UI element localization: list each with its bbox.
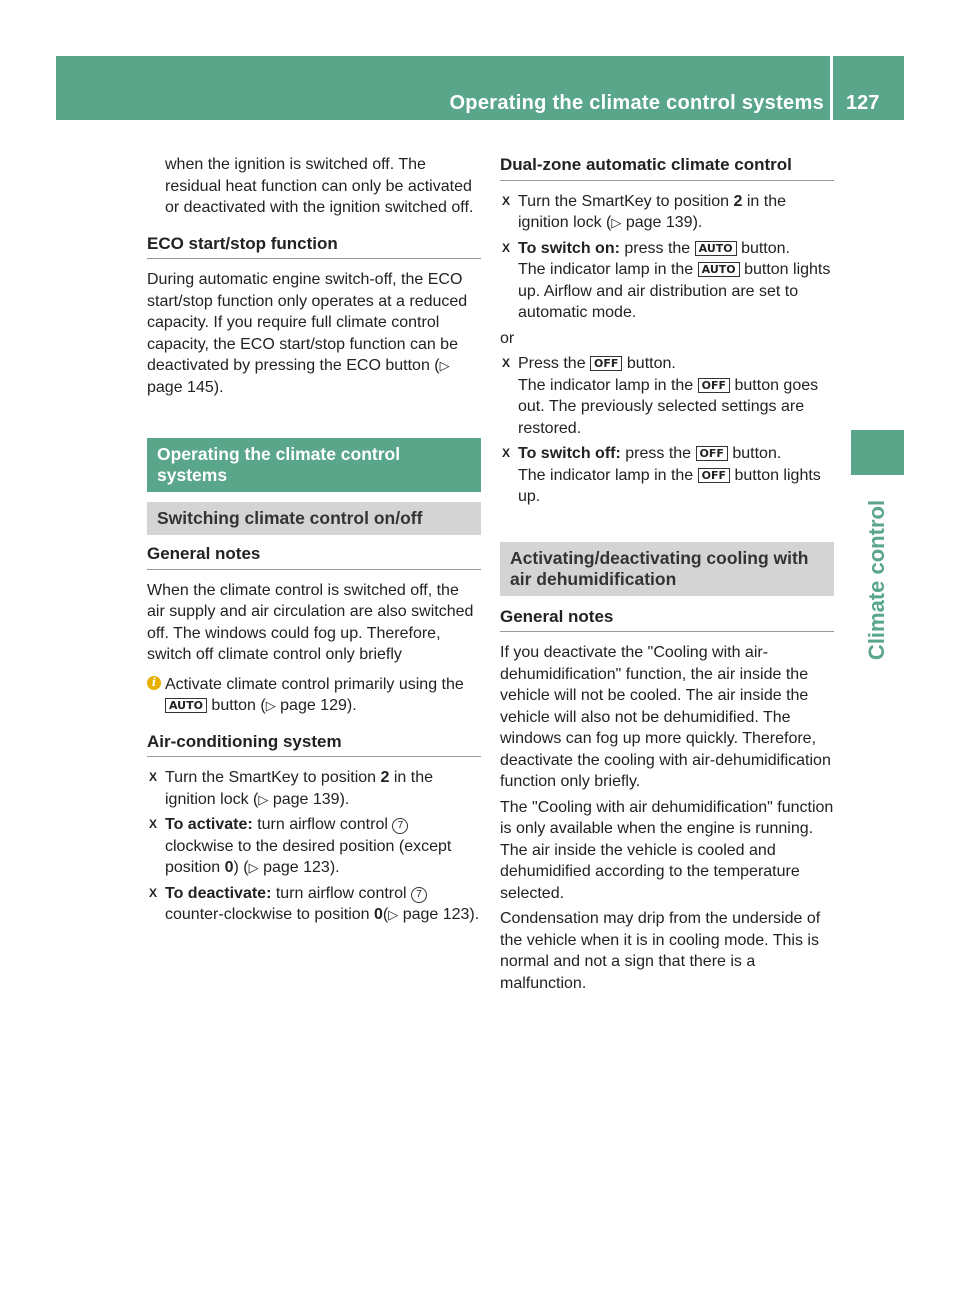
list-item: X To switch off: press the OFF button. The indicator lamp in the OFF button lights up. <box>502 445 821 505</box>
list-item: X Press the OFF button. The indicator lamp in the OFF button goes out. The previously selected settings are restored. <box>502 355 819 437</box>
subsection-heading: Switching climate control on/off <box>147 502 481 535</box>
general-notes-paragraph: When the climate control is switched off, the air supply and air circulation are also switched off. The windows could fog up. Therefore, switch off climate control only briefly <box>147 581 474 663</box>
ref-arrow-icon: ▷ <box>248 860 259 875</box>
page-reference[interactable]: page 139 <box>625 214 693 231</box>
auto-key-icon: AUTO <box>165 698 207 713</box>
general-notes-heading: General notes <box>500 606 834 633</box>
auto-key-icon: AUTO <box>695 241 737 256</box>
right-column <box>500 154 834 998</box>
bullet-icon: X <box>149 770 158 784</box>
page-reference[interactable]: page 145 <box>147 378 214 396</box>
page-reference[interactable]: page 123 <box>402 906 470 923</box>
off-key-icon: OFF <box>698 378 730 393</box>
page-number: 127 <box>846 92 880 114</box>
info-icon: i <box>147 676 161 690</box>
bullet-icon: X <box>502 193 511 208</box>
left-column <box>147 154 481 930</box>
ref-arrow-icon: ▷ <box>439 358 450 373</box>
list-item: X Turn the SmartKey to position 2 in the ignition lock (▷ page 139). <box>149 769 434 808</box>
callout-number: 7 <box>411 887 427 903</box>
cooling-heading: Activating/deactivating cooling with air dehumidification <box>500 542 834 596</box>
page-reference[interactable]: page 123 <box>263 859 330 876</box>
eco-heading: ECO start/stop function <box>147 233 481 260</box>
off-key-icon: OFF <box>698 468 730 483</box>
cooling-paragraph-1: If you deactivate the "Cooling with air-dehumidification" function, the air inside the vehicle will not be cooled. The air inside the vehicle will also not be dehumidified. The windows can fog up more quickly. Therefore, deactivate the cooling with air-dehumidification function only briefly. <box>500 644 831 790</box>
cooling-paragraph-2: The "Cooling with air dehumidification" function is only available when the engine is running. The air inside the vehicle is cooled and dehumidified according to the temperature selected. <box>500 798 834 902</box>
section-heading: Operating the climate control systems <box>147 438 481 492</box>
list-item: X To activate: turn airflow control 7 clockwise to the desired position (except position 0) (▷ page 123). <box>149 816 452 876</box>
callout-number: 7 <box>392 818 408 834</box>
ref-arrow-icon: ▷ <box>265 698 276 713</box>
page-reference[interactable]: page 129 <box>280 697 347 714</box>
off-key-icon: OFF <box>696 446 728 461</box>
header-separator <box>830 56 833 120</box>
intro-paragraph: when the ignition is switched off. The residual heat function can only be activated or deactivated with the ignition switched off. <box>165 156 474 216</box>
ref-arrow-icon: ▷ <box>611 215 622 230</box>
dual-zone-heading: Dual-zone automatic climate control <box>500 154 834 181</box>
bullet-icon: X <box>149 817 158 831</box>
list-item: X Turn the SmartKey to position 2 in the ignition lock (▷ page 139). <box>502 192 787 231</box>
chapter-label: Climate control <box>864 499 889 661</box>
cooling-paragraph-3: Condensation may drip from the underside of the vehicle when it is in cooling mode. This is normal and not a sign that there is a malfunction. <box>500 910 821 992</box>
ac-heading: Air-conditioning system <box>147 731 481 758</box>
chapter-tab <box>851 430 904 475</box>
list-item: X To switch on: press the AUTO button. The indicator lamp in the AUTO button lights up. Airflow and air distribution are set to automatic mode. <box>502 239 831 321</box>
info-note: i Activate climate control primarily using the AUTO button (▷ page 129). <box>147 674 481 717</box>
auto-key-icon: AUTO <box>698 262 740 277</box>
page-reference[interactable]: page 139 <box>272 790 340 808</box>
or-text: or <box>500 329 515 347</box>
ref-arrow-icon: ▷ <box>388 907 399 922</box>
eco-paragraph: During automatic engine switch-off, the ECO start/stop function only operates at a reduced capacity. If you require full climate control capacity, the ECO start/stop function can be deactivated by pressing the ECO button (▷ page 145). <box>147 271 468 396</box>
header-title: Operating the climate control systems <box>449 92 824 114</box>
ref-arrow-icon: ▷ <box>258 791 269 807</box>
off-key-icon: OFF <box>590 356 622 371</box>
bullet-icon: X <box>502 240 511 255</box>
list-item: X To deactivate: turn airflow control 7 counter-clockwise to position 0(▷ page 123). <box>149 884 480 923</box>
bullet-icon: X <box>502 356 511 370</box>
general-notes-heading: General notes <box>147 543 481 570</box>
bullet-icon: X <box>502 446 511 460</box>
bullet-icon: X <box>149 885 158 900</box>
